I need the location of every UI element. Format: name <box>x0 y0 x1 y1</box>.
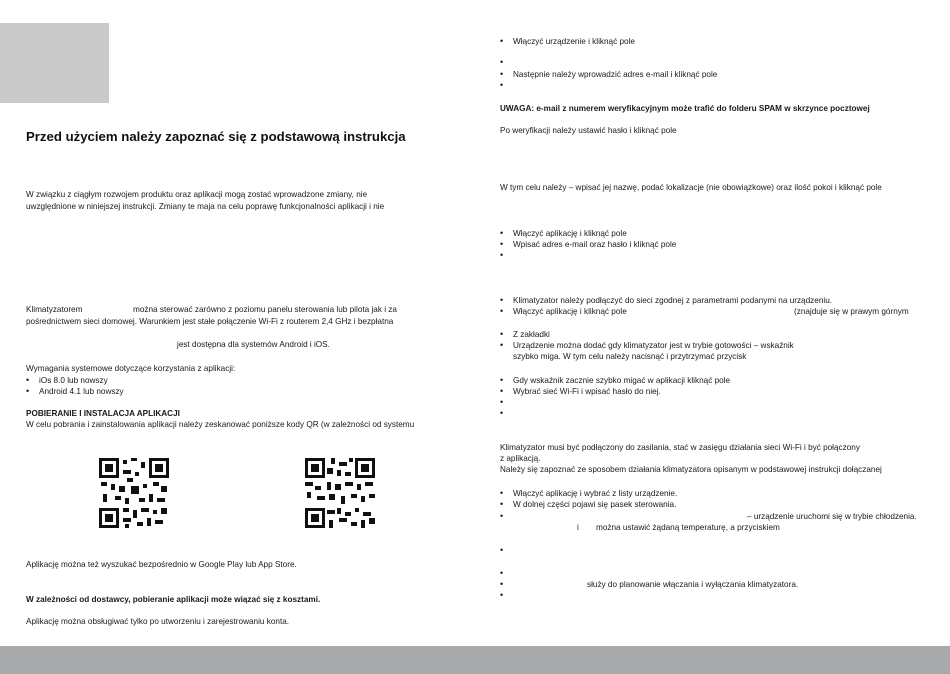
control-line-1b: można sterować zarówno z poziomu panelu sterowania lub pilota jak i za <box>133 305 397 314</box>
control-line-1a: Klimatyzatorem <box>26 305 83 314</box>
use-continuation: można ustawić żądaną temperaturę, a przyciskiem <box>596 523 780 532</box>
list-item: • Włączyć aplikację i wybrać z listy urządzenie. <box>500 488 677 499</box>
page-title: Przed użyciem należy zapoznać się z podstawową instrukcja <box>26 129 406 144</box>
intro-line-1: W związku z ciągłym rozwojem produktu oraz aplikacji mogą zostać wprowadzone zmiany, nie <box>26 190 368 199</box>
list-item: • Wybrać sieć Wi-Fi i wpisać hasło do niej. <box>500 386 661 397</box>
power-line-2: z aplikacją. <box>500 454 541 463</box>
power-line-3: Należy się zapoznać ze sposobem działania klimatyzatora opisanym w podstawowej instrukcji dołączanej <box>500 465 882 474</box>
requirement-item: • Android 4.1 lub nowszy <box>26 386 124 397</box>
control-line-2: pośrednictwem sieci domowej. Warunkiem jest stałe połączenie Wi-Fi z routerem 2,4 GHz i bezpłatna <box>26 317 394 326</box>
tab-continuation: szybko miga. W tym celu należy nacisnąć i przytrzymać przycisk <box>513 352 747 361</box>
list-item: • Z zakładki <box>500 329 550 340</box>
list-item: • Następnie należy wprowadzić adres e-mail i kliknąć pole <box>500 69 717 80</box>
download-text: W celu pobrania i zainstalowania aplikacji należy zeskanować poniższe kody QR (w zależności od systemu <box>26 420 415 429</box>
intro-line-2: uwzględnione w niniejszej instrukcji. Zmiany te maja na celu poprawę funkcjonalności aplikacji i nie <box>26 202 385 211</box>
after-verify-text: Po weryfikacji należy ustawić hasło i kliknąć pole <box>500 126 677 135</box>
header-gray-block <box>0 23 109 103</box>
search-text: Aplikację można też wyszukać bezpośrednio w Google Play lub App Store. <box>26 560 297 569</box>
cost-text: W zależności od dostawcy, pobieranie aplikacji może wiązać się z kosztami. <box>26 595 321 604</box>
qr-code-icon <box>99 458 169 528</box>
footer-bar <box>0 646 950 674</box>
use-cont-i: i <box>577 523 579 532</box>
timer-text: służy do planowanie włączania i wyłączania klimatyzatora. <box>587 580 799 589</box>
use-item-3-text: – urządzenie uruchomi się w trybie chłodzenia. <box>747 512 917 521</box>
home-text: W tym celu należy – wpisać jej nazwę, podać lokalizacje (nie obowiązkowe) oraz ilość pokoi i kliknąć pole <box>500 183 882 192</box>
list-item: • Gdy wskaźnik zacznie szybko migać w aplikacji kliknąć pole <box>500 375 730 386</box>
list-item: • Wpisać adres e-mail oraz hasło i kliknąć pole <box>500 239 676 250</box>
list-item: • Włączyć aplikację i kliknąć pole <box>500 306 627 317</box>
list-item: • W dolnej części pojawi się pasek sterowania. <box>500 499 676 510</box>
requirements-text: Wymagania systemowe dotyczące korzystania z aplikacji: <box>26 364 236 373</box>
list-item: • Włączyć aplikację i kliknąć pole <box>500 228 627 239</box>
list-item: • Klimatyzator należy podłączyć do sieci zgodnej z parametrami podanymi na urządzeniu. <box>500 295 832 306</box>
list-item: • Włączyć urządzenie i kliknąć pole <box>500 36 635 47</box>
availability-text: jest dostępna dla systemów Android i iOS. <box>177 340 330 349</box>
connect-note: (znajduje się w prawym górnym <box>794 307 909 316</box>
power-line-1: Klimatyzator musi być podłączony do zasilania, stać w zasięgu działania sieci Wi-Fi i być połączony <box>500 443 860 452</box>
warning-text: UWAGA: e-mail z numerem weryfikacyjnym może trafić do folderu SPAM w skrzynce pocztowej <box>500 104 870 113</box>
requirement-item: • iOs 8.0 lub nowszy <box>26 375 108 386</box>
qr-code-icon <box>305 458 375 528</box>
account-text: Aplikację można obsługiwać tylko po utworzeniu i zarejestrowaniu konta. <box>26 617 290 626</box>
list-item: • Urządzenie można dodać gdy klimatyzator jest w trybie gotowości – wskaźnik <box>500 340 794 351</box>
download-heading: POBIERANIE I INSTALACJA APLIKACJI <box>26 409 180 418</box>
